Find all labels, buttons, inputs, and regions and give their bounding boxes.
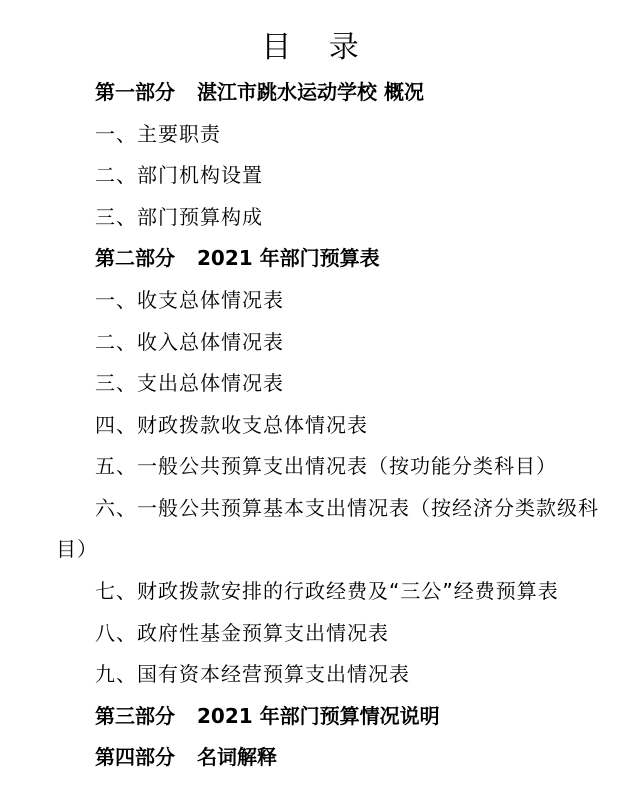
toc-item: 四、财政拨款收支总体情况表 <box>95 413 368 437</box>
part-label: 第三部分 <box>95 704 175 728</box>
toc-item: 八、政府性基金预算支出情况表 <box>95 621 389 645</box>
part-label: 第四部分 <box>95 745 175 769</box>
toc-item: 三、部门预算构成 <box>95 205 263 229</box>
page-title: 目 录 <box>261 30 373 65</box>
toc-item: 六、一般公共预算基本支出情况表（按经济分类款级科 <box>95 496 599 520</box>
part-text: 名词解释 <box>197 745 277 769</box>
toc-part-1 <box>95 78 424 106</box>
toc-item: 一、收支总体情况表 <box>95 288 284 312</box>
part-text: 2021 年部门预算表 <box>197 246 380 270</box>
toc-item: 三、支出总体情况表 <box>95 371 284 395</box>
toc-part-2 <box>95 244 380 272</box>
toc-item: 二、部门机构设置 <box>95 163 263 187</box>
toc-item: 五、一般公共预算支出情况表（按功能分类科目） <box>95 454 557 478</box>
part-text: 湛江市跳水运动学校 概况 <box>197 80 424 104</box>
toc-part-3 <box>95 702 440 730</box>
part-label: 第一部分 <box>95 80 175 104</box>
toc-item: 七、财政拨款安排的行政经费及“三公”经费预算表 <box>95 579 559 603</box>
toc-item: 二、收入总体情况表 <box>95 330 284 354</box>
toc-item-continuation: 目） <box>56 537 98 561</box>
toc-item: 九、国有资本经营预算支出情况表 <box>95 662 410 686</box>
toc-part-4 <box>95 743 277 771</box>
toc-item: 一、主要职责 <box>95 122 221 146</box>
part-label: 第二部分 <box>95 246 175 270</box>
part-text: 2021 年部门预算情况说明 <box>197 704 440 728</box>
